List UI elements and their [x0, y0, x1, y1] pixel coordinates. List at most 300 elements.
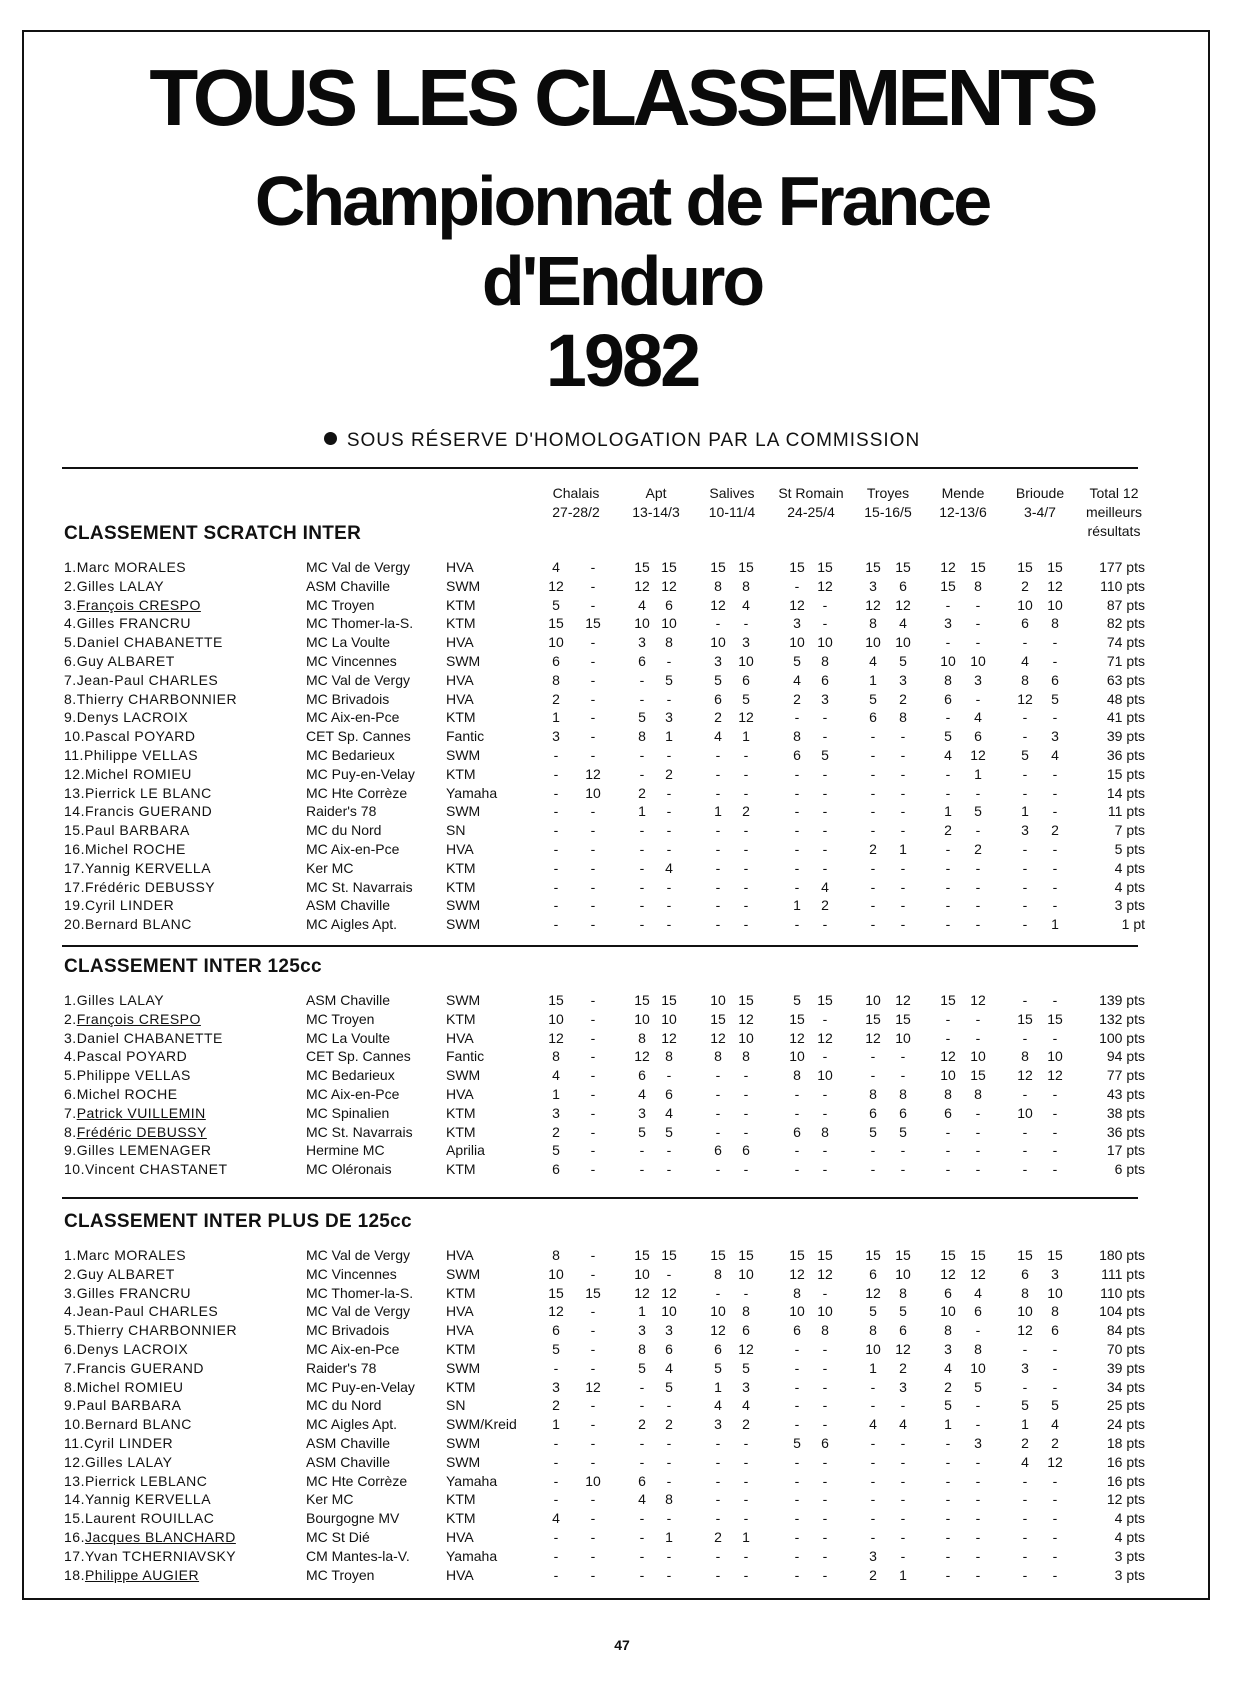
club: Bourgogne MV: [306, 1510, 400, 1527]
score-cell: -: [975, 1510, 981, 1527]
score-cell: 5: [793, 992, 801, 1008]
rank: 5.: [64, 1322, 77, 1339]
score-cell: -: [1052, 1472, 1058, 1489]
score-cell: 6: [1021, 615, 1029, 632]
score-cell: 6: [742, 1142, 750, 1159]
score-cell: 15: [585, 1284, 601, 1301]
rider-name: François CRESPO: [76, 596, 201, 613]
score-cell: -: [870, 916, 876, 933]
table-row: [0, 614, 1244, 633]
score-cell: -: [975, 1416, 981, 1433]
score-cell: -: [794, 1416, 800, 1433]
subtitle-line-1: Championnat de France: [254, 162, 990, 240]
club: CET Sp. Cannes: [306, 728, 411, 745]
score-cell: 6: [793, 1322, 801, 1339]
score-cell: 1: [665, 728, 673, 745]
event-header: [690, 484, 774, 522]
score-cell: -: [1022, 1529, 1028, 1545]
total-points: 139 pts: [1099, 992, 1145, 1008]
club: Raider's 78: [306, 803, 377, 820]
club: Ker MC: [306, 1491, 354, 1508]
score-cell: -: [900, 1510, 906, 1527]
score-cell: 6: [869, 1265, 877, 1282]
table-row: [0, 1246, 1244, 1265]
score-cell: 4: [869, 1416, 877, 1433]
score-cell: -: [822, 784, 828, 801]
score-cell: -: [1022, 1123, 1028, 1140]
rider-cell: [64, 708, 188, 727]
score-cell: 12: [970, 992, 986, 1008]
rank: 13.: [64, 1472, 85, 1489]
score-cell: -: [553, 747, 559, 763]
score-cell: -: [666, 1472, 672, 1489]
score-cell: -: [590, 1123, 596, 1140]
score-cell: -: [975, 1010, 981, 1027]
event-name: Salives: [709, 485, 755, 501]
total-points: 16 pts: [1106, 1453, 1145, 1470]
score-cell: -: [1052, 878, 1058, 895]
total-points: 41 pts: [1106, 709, 1145, 726]
rider-cell: [64, 1123, 207, 1142]
total-points: 39 pts: [1106, 728, 1145, 745]
total-header-line-1: Total 12: [1089, 485, 1139, 501]
score-cell: -: [822, 1284, 828, 1301]
event-dates: 12-13/6: [939, 504, 987, 520]
score-cell: -: [822, 728, 828, 745]
rider-cell: [64, 1472, 207, 1491]
score-cell: -: [975, 1161, 981, 1178]
score-cell: 15: [1017, 1010, 1033, 1027]
score-cell: 6: [638, 1067, 646, 1084]
club: MC du Nord: [306, 1397, 382, 1414]
score-cell: 4: [944, 747, 952, 763]
score-cell: -: [666, 916, 672, 933]
make: SWM: [446, 916, 481, 933]
rank: 2.: [64, 1010, 77, 1027]
score-cell: -: [1022, 916, 1028, 933]
rank: 20.: [64, 916, 85, 933]
table-row: [0, 784, 1244, 803]
score-cell: 4: [1021, 653, 1029, 669]
score-cell: 6: [821, 1435, 829, 1451]
score-cell: 3: [899, 671, 907, 688]
rider-name: Gilles FRANCRU: [76, 1284, 192, 1301]
table-row: [0, 896, 1244, 915]
score-cell: -: [900, 728, 906, 745]
score-cell: 5: [899, 1303, 907, 1320]
score-cell: -: [639, 1378, 645, 1395]
score-cell: 4: [742, 596, 750, 613]
score-cell: -: [1052, 709, 1058, 726]
table-row: [0, 1029, 1244, 1048]
score-cell: 1: [552, 709, 560, 726]
score-cell: 10: [865, 1341, 881, 1357]
score-cell: 4: [1051, 1416, 1059, 1433]
rider-name: Paul BARBARA: [84, 822, 190, 839]
score-cell: -: [1052, 784, 1058, 801]
score-cell: 3: [974, 1435, 982, 1451]
rider-cell: [64, 896, 174, 915]
score-cell: -: [822, 1359, 828, 1376]
score-cell: -: [666, 653, 672, 669]
score-cell: -: [590, 728, 596, 745]
score-cell: -: [900, 897, 906, 914]
club: MC Puy-en-Velay: [306, 1378, 415, 1395]
event-dates: 24-25/4: [787, 504, 835, 520]
score-cell: 15: [940, 577, 956, 594]
club: ASM Chaville: [306, 1453, 391, 1470]
score-cell: 10: [634, 615, 650, 632]
score-cell: -: [794, 765, 800, 782]
score-cell: -: [715, 1123, 721, 1140]
score-cell: -: [743, 897, 749, 914]
table-row: [0, 690, 1244, 709]
score-cell: 15: [738, 992, 754, 1008]
make: HVA: [446, 1029, 474, 1046]
score-cell: 4: [665, 1104, 673, 1121]
score-cell: 12: [1047, 577, 1063, 594]
score-cell: 15: [548, 1284, 564, 1301]
club: MC Troyen: [306, 596, 375, 613]
score-cell: 2: [793, 690, 801, 707]
make: KTM: [446, 1378, 476, 1395]
total-column-header: [1072, 484, 1156, 541]
score-cell: 10: [661, 615, 677, 632]
club: MC Hte Corrèze: [306, 1472, 408, 1489]
total-points: 110 pts: [1100, 577, 1145, 594]
table-row: [0, 727, 1244, 746]
score-cell: -: [590, 1104, 596, 1121]
section-title: CLASSEMENT INTER PLUS DE 125cc: [64, 1211, 412, 1232]
total-points: 4 pts: [1114, 1529, 1145, 1545]
club: MC Hte Corrèze: [306, 784, 408, 801]
rank: 11.: [64, 747, 84, 763]
rider-cell: [64, 1160, 228, 1179]
score-cell: -: [945, 596, 951, 613]
rider-name: Pascal POYARD: [84, 728, 196, 745]
rank: 11.: [64, 1435, 84, 1451]
score-cell: 8: [714, 1048, 722, 1065]
score-cell: 10: [634, 1010, 650, 1027]
score-cell: 6: [974, 728, 982, 745]
score-cell: 15: [661, 559, 677, 575]
rider-name: Francis GUERAND: [84, 803, 213, 820]
score-cell: -: [870, 1161, 876, 1178]
score-cell: -: [900, 747, 906, 763]
event-name: Mende: [941, 485, 985, 501]
score-cell: 8: [638, 728, 646, 745]
score-cell: 15: [970, 1067, 986, 1084]
score-cell: -: [794, 878, 800, 895]
make: KTM: [446, 596, 476, 613]
score-cell: 4: [974, 709, 982, 726]
score-cell: 8: [869, 1086, 877, 1102]
score-cell: 3: [899, 1378, 907, 1395]
rider-cell: [64, 1566, 199, 1585]
score-cell: 1: [1021, 803, 1029, 820]
total-points: 12 pts: [1106, 1491, 1145, 1508]
score-cell: -: [639, 1435, 645, 1451]
score-cell: -: [900, 1142, 906, 1159]
score-cell: -: [794, 1566, 800, 1583]
score-cell: 2: [1051, 1435, 1059, 1451]
score-cell: -: [666, 822, 672, 839]
rider-name: Francis GUERAND: [76, 1359, 204, 1376]
score-cell: 4: [552, 559, 560, 575]
score-cell: 4: [638, 1491, 646, 1508]
rider-cell: [64, 558, 186, 577]
score-cell: 5: [1021, 747, 1029, 763]
event-name: Troyes: [866, 485, 910, 501]
score-cell: 12: [738, 1010, 754, 1027]
score-cell: -: [1022, 634, 1028, 651]
score-cell: -: [639, 1397, 645, 1414]
score-cell: -: [794, 784, 800, 801]
score-cell: -: [870, 765, 876, 782]
rider-name: Gilles FRANCRU: [76, 615, 192, 632]
total-header-line-3: résultats: [1087, 523, 1141, 539]
total-points: 11 pts: [1107, 803, 1145, 820]
score-cell: 8: [821, 1123, 829, 1140]
score-cell: 8: [944, 1086, 952, 1102]
make: SWM: [446, 992, 481, 1008]
score-cell: -: [1022, 1086, 1028, 1102]
rank: 1.: [64, 559, 77, 575]
score-cell: -: [822, 596, 828, 613]
score-cell: -: [666, 1142, 672, 1159]
rank: 2.: [64, 1265, 77, 1282]
rider-cell: [64, 1265, 175, 1284]
score-cell: 6: [1051, 671, 1059, 688]
score-cell: 6: [665, 596, 673, 613]
score-cell: 5: [714, 1359, 722, 1376]
score-cell: 3: [552, 728, 560, 745]
table-row: [0, 1141, 1244, 1160]
make: KTM: [446, 1284, 476, 1301]
score-cell: 2: [974, 841, 982, 857]
score-cell: -: [1022, 992, 1028, 1008]
score-cell: 1: [665, 1529, 673, 1545]
score-cell: 10: [585, 1472, 601, 1489]
score-cell: -: [975, 1123, 981, 1140]
total-points: 39 pts: [1106, 1359, 1145, 1376]
rank: 5.: [64, 634, 77, 651]
make: KTM: [446, 878, 476, 895]
score-cell: -: [1022, 1161, 1028, 1178]
score-cell: 10: [548, 1010, 564, 1027]
score-cell: 3: [869, 1547, 877, 1564]
rider-name: Pascal POYARD: [76, 1048, 188, 1065]
score-cell: 15: [738, 559, 754, 575]
total-points: 3 pts: [1114, 1547, 1145, 1564]
score-cell: -: [590, 577, 596, 594]
score-cell: -: [945, 859, 951, 876]
total-points: 132 pts: [1099, 1010, 1145, 1027]
score-cell: -: [1052, 803, 1058, 820]
score-cell: -: [1022, 1472, 1028, 1489]
score-cell: 12: [1017, 1322, 1033, 1339]
score-cell: -: [1022, 765, 1028, 782]
score-cell: -: [794, 1161, 800, 1178]
score-cell: -: [822, 1547, 828, 1564]
score-cell: 10: [710, 992, 726, 1008]
make: SWM/Kreid: [446, 1416, 517, 1433]
score-cell: -: [822, 1510, 828, 1527]
table-row: [0, 1528, 1244, 1547]
score-cell: -: [794, 577, 800, 594]
rider-cell: [64, 1284, 191, 1303]
club: MC St. Navarrais: [306, 878, 413, 895]
rider-cell: [64, 915, 192, 934]
total-points: 180 pts: [1099, 1247, 1145, 1263]
score-cell: -: [975, 634, 981, 651]
score-cell: -: [666, 1397, 672, 1414]
score-cell: -: [822, 615, 828, 632]
club: CET Sp. Cannes: [306, 1048, 411, 1065]
score-cell: -: [743, 1161, 749, 1178]
score-cell: 12: [661, 1029, 677, 1046]
make: KTM: [446, 1491, 476, 1508]
table-row: [0, 915, 1244, 934]
rider-name: François CRESPO: [76, 1010, 201, 1027]
score-cell: 5: [974, 1378, 982, 1395]
score-cell: -: [1052, 1359, 1058, 1376]
score-cell: -: [553, 1566, 559, 1583]
table-row: [0, 840, 1244, 859]
score-cell: -: [590, 671, 596, 688]
score-cell: 5: [638, 1359, 646, 1376]
score-cell: 5: [714, 671, 722, 688]
score-cell: 8: [793, 1284, 801, 1301]
score-cell: -: [553, 916, 559, 933]
score-cell: 6: [552, 1322, 560, 1339]
event-header: [614, 484, 698, 522]
score-cell: 15: [1047, 1010, 1063, 1027]
rider-name: Pierrick LE BLANC: [84, 784, 212, 801]
rider-cell: [64, 784, 212, 803]
rider-cell: [64, 746, 198, 765]
score-cell: 12: [895, 992, 911, 1008]
score-cell: -: [822, 1416, 828, 1433]
score-cell: -: [822, 1161, 828, 1178]
score-cell: -: [945, 916, 951, 933]
event-header: [534, 484, 618, 522]
rider-name: Laurent ROUILLAC: [84, 1510, 215, 1527]
make: KTM: [446, 709, 476, 726]
score-cell: -: [590, 709, 596, 726]
score-cell: 15: [895, 559, 911, 575]
score-cell: 2: [1021, 577, 1029, 594]
score-cell: 6: [899, 577, 907, 594]
score-cell: 3: [714, 1416, 722, 1433]
score-cell: -: [900, 1529, 906, 1545]
score-cell: -: [553, 765, 559, 782]
score-cell: 4: [869, 653, 877, 669]
score-cell: 1: [552, 1086, 560, 1102]
club: MC Troyen: [306, 1010, 375, 1027]
score-cell: -: [822, 1010, 828, 1027]
score-cell: 12: [970, 747, 986, 763]
score-cell: -: [666, 1510, 672, 1527]
score-cell: -: [715, 784, 721, 801]
score-cell: -: [822, 1086, 828, 1102]
score-cell: -: [945, 1566, 951, 1583]
score-cell: -: [870, 822, 876, 839]
score-cell: 6: [665, 1086, 673, 1102]
score-cell: 15: [817, 992, 833, 1008]
club: MC Vincennes: [306, 653, 397, 669]
score-cell: -: [975, 897, 981, 914]
total-points: 3 pts: [1114, 1566, 1145, 1583]
score-cell: 4: [714, 1397, 722, 1414]
score-cell: 12: [585, 1378, 601, 1395]
score-cell: 2: [638, 1416, 646, 1433]
rank: 7.: [64, 1104, 77, 1121]
score-cell: -: [590, 747, 596, 763]
score-cell: -: [590, 859, 596, 876]
rider-name: Daniel CHABANETTE: [76, 1029, 223, 1046]
event-dates: 10-11/4: [708, 504, 756, 520]
rider-cell: [64, 1490, 211, 1509]
score-cell: -: [715, 897, 721, 914]
score-cell: -: [590, 1265, 596, 1282]
score-cell: -: [1052, 1566, 1058, 1583]
score-cell: -: [590, 1029, 596, 1046]
total-points: 6 pts: [1114, 1161, 1145, 1178]
score-cell: 8: [821, 653, 829, 669]
score-cell: 10: [1047, 596, 1063, 613]
score-cell: 3: [714, 653, 722, 669]
make: KTM: [446, 1123, 476, 1140]
score-cell: 15: [789, 559, 805, 575]
score-cell: 2: [821, 897, 829, 914]
score-cell: 6: [552, 653, 560, 669]
rider-cell: [64, 1340, 188, 1359]
score-cell: -: [945, 1529, 951, 1545]
score-cell: -: [743, 1435, 749, 1451]
rider-name: Gilles LALAY: [84, 1453, 173, 1470]
make: SWM: [446, 1453, 481, 1470]
score-cell: -: [975, 1322, 981, 1339]
score-cell: 12: [548, 577, 564, 594]
total-points: 1 pt: [1121, 916, 1145, 933]
rank: 7.: [64, 1359, 77, 1376]
rider-name: Bernard BLANC: [84, 916, 192, 933]
table-row: [0, 1396, 1244, 1415]
score-cell: 10: [970, 1048, 986, 1065]
total-points: 70 pts: [1106, 1341, 1145, 1357]
score-cell: 5: [793, 653, 801, 669]
score-cell: 15: [634, 1247, 650, 1263]
score-cell: 5: [869, 690, 877, 707]
score-cell: 15: [585, 615, 601, 632]
score-cell: 12: [548, 1303, 564, 1320]
score-cell: -: [666, 784, 672, 801]
rider-name: Daniel CHABANETTE: [76, 634, 223, 651]
score-cell: 15: [1017, 1247, 1033, 1263]
rider-name: Thierry CHARBONNIER: [76, 1322, 238, 1339]
rider-name: Michel ROCHE: [84, 841, 186, 857]
score-cell: -: [590, 1010, 596, 1027]
score-cell: 4: [714, 728, 722, 745]
rank: 4.: [64, 1048, 77, 1065]
make: KTM: [446, 1010, 476, 1027]
score-cell: -: [590, 1416, 596, 1433]
score-cell: -: [900, 916, 906, 933]
score-cell: 8: [1021, 1284, 1029, 1301]
score-cell: -: [715, 1510, 721, 1527]
score-cell: 15: [895, 1010, 911, 1027]
